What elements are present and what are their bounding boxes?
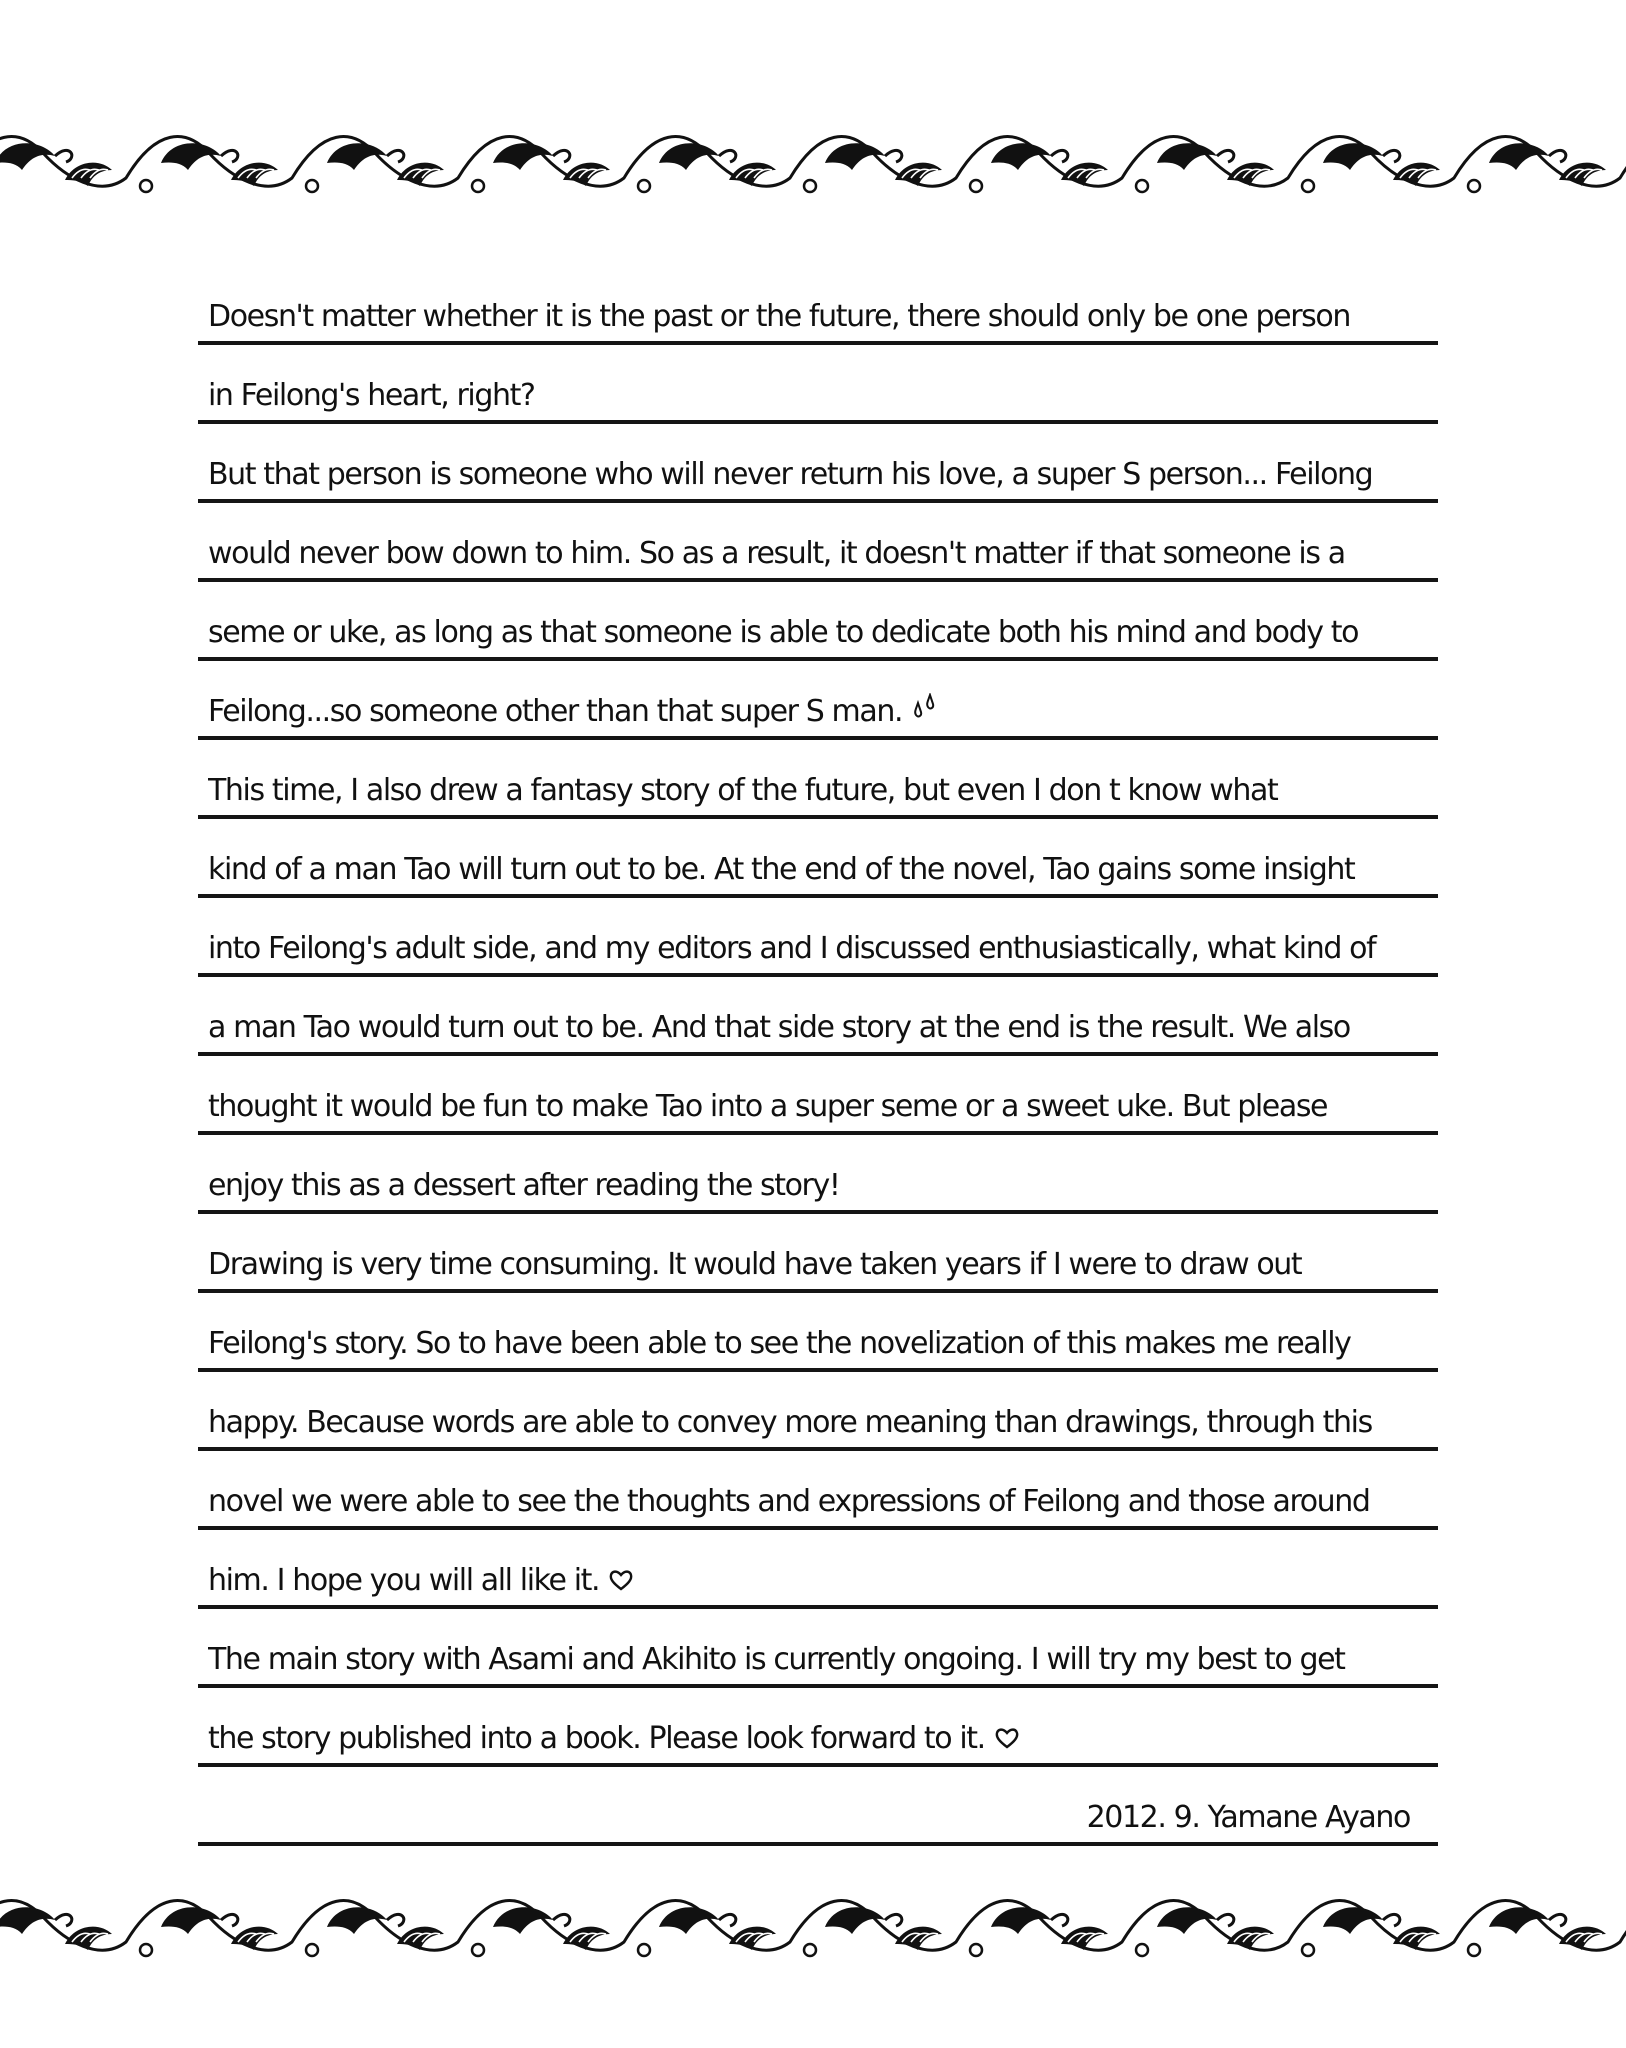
text-line-16 (198, 1451, 1438, 1530)
text-line-12 (198, 1135, 1438, 1214)
line-text-with-icon (208, 1561, 1434, 1601)
line-text: Doesn't matter whether it is the past or the future, there should only be one person (208, 299, 1350, 334)
text-line-18 (198, 1609, 1438, 1688)
vine-border-icon (0, 118, 1626, 208)
line-text: seme or uke, as long as that someone is able to dedicate both his mind and body to (208, 615, 1359, 650)
text-line-19 (198, 1688, 1438, 1767)
line-text: him. I hope you will all like it. (208, 1563, 600, 1598)
line-text: the story published into a book. Please look forward to it. (208, 1721, 985, 1756)
line-text: happy. Because words are able to convey more meaning than drawings, through this (208, 1405, 1372, 1440)
line-text: Feilong's story. So to have been able to see the novelization of this makes me really (208, 1326, 1351, 1361)
afterword-text (198, 266, 1438, 1846)
line-text: kind of a man Tao will turn out to be. At the end of the novel, Tao gains some insight (208, 852, 1355, 887)
line-text: novel we were able to see the thoughts and expressions of Feilong and those around (208, 1484, 1370, 1519)
text-line-13 (198, 1214, 1438, 1293)
line-text-with-icon (208, 692, 1434, 732)
text-line-4 (198, 503, 1438, 582)
text-line-15 (198, 1372, 1438, 1451)
line-text: into Feilong's adult side, and my editors and I discussed enthusiastically, what kind of (208, 931, 1376, 966)
text-line-17 (198, 1530, 1438, 1609)
text-line-10 (198, 977, 1438, 1056)
heart-icon (607, 1568, 635, 1592)
heart-icon (993, 1726, 1021, 1750)
line-text-with-icon (208, 1719, 1434, 1759)
line-text: a man Tao would turn out to be. And that side story at the end is the result. We also (208, 1010, 1350, 1045)
text-line-1 (198, 266, 1438, 345)
vine-border-icon (0, 1882, 1626, 1972)
bottom-ornamental-border (0, 1882, 1626, 1972)
line-text: enjoy this as a dessert after reading the story! (208, 1168, 840, 1203)
line-text: Feilong...so someone other than that super S man. (208, 694, 903, 729)
text-line-6 (198, 661, 1438, 740)
text-line-9 (198, 898, 1438, 977)
text-line-7 (198, 740, 1438, 819)
line-text: Drawing is very time consuming. It would have taken years if I were to draw out (208, 1247, 1302, 1282)
line-text: in Feilong's heart, right? (208, 378, 535, 413)
signature-line (198, 1767, 1438, 1846)
line-text: But that person is someone who will never return his love, a super S person... Feilong (208, 457, 1373, 492)
text-line-5 (198, 582, 1438, 661)
text-line-2 (198, 345, 1438, 424)
text-line-14 (198, 1293, 1438, 1372)
text-line-11 (198, 1056, 1438, 1135)
line-text: This time, I also drew a fantasy story of the future, but even I don t know what (208, 773, 1278, 808)
line-text: thought it would be fun to make Tao into a super seme or a sweet uke. But please (208, 1089, 1328, 1124)
signature: 2012. 9. Yamane Ayano (1086, 1800, 1410, 1835)
line-text: The main story with Asami and Akihito is currently ongoing. I will try my best to get (208, 1642, 1345, 1677)
sweat-drop-icon (910, 693, 940, 723)
text-line-8 (198, 819, 1438, 898)
text-line-3 (198, 424, 1438, 503)
top-ornamental-border (0, 118, 1626, 208)
line-text: would never bow down to him. So as a result, it doesn't matter if that someone is a (208, 536, 1345, 571)
